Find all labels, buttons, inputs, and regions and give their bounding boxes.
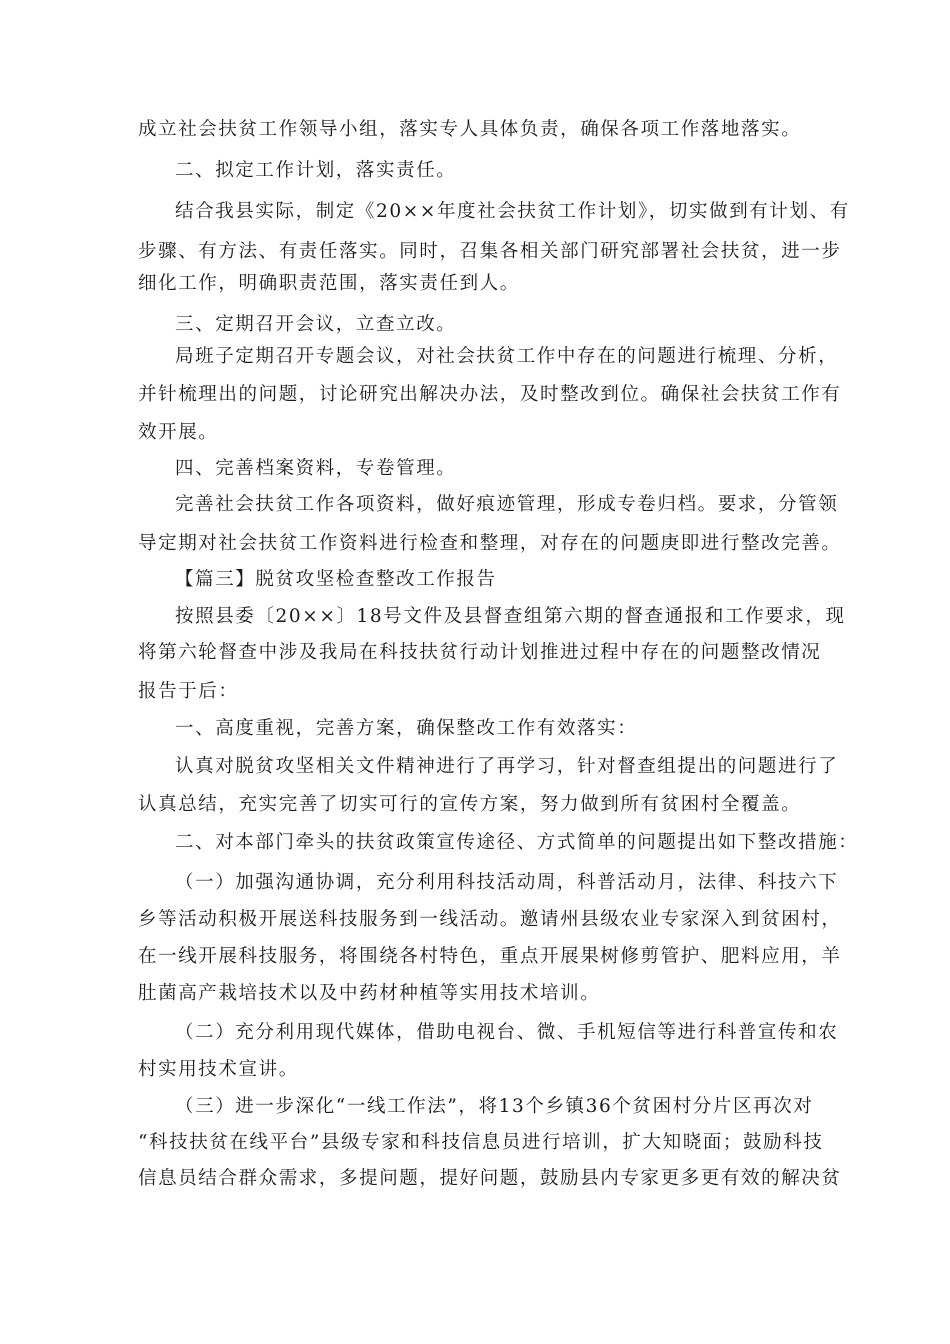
text-line: 信息员结合群众需求，多提问题，提好问题，鼓励县内专家更多更有效的解决贫 (138, 1168, 842, 1189)
text-line: “科技扶贫在线平台”县级专家和科技信息员进行培训，扩大知晓面；鼓励科技 (138, 1132, 824, 1153)
text-line: 效开展。 (138, 422, 219, 443)
section-heading: 二、拟定工作计划，落实责任。 (175, 160, 457, 181)
text-line: （三）进一步深化“一线工作法”，将13个乡镇36个贫困村分片区再次对 (175, 1096, 814, 1117)
text-line: （二）充分利用现代媒体，借助电视台、微、手机短信等进行科普宣传和农 (175, 1022, 839, 1043)
text-line: 导定期对社会扶贫工作资料进行检查和整理，对存在的问题庚即进行整改完善。 (138, 533, 842, 554)
text-line: 成立社会扶贫工作领导小组，落实专人具体负责，确保各项工作落地落实。 (138, 119, 802, 140)
text-line: 步骤、有方法、有责任落实。同时，召集各相关部门研究部署社会扶贫，进一步 (138, 241, 842, 262)
text-line: 肚菌高产栽培技术以及中药材种植等实用技术培训。 (138, 983, 601, 1004)
section-heading: 四、完善档案资料，专卷管理。 (175, 458, 457, 479)
article-title: 【篇三】脱贫攻坚检查整改工作报告 (175, 569, 497, 590)
text-line: 在一线开展科技服务，将围绕各村特色，重点开展果树修剪管护、肥料应用，羊 (138, 946, 842, 967)
section-heading: 一、高度重视，完善方案，确保整改工作有效落实： (175, 718, 638, 739)
text-line: 将第六轮督查中涉及我局在科技扶贫行动计划推进过程中存在的问题整改情况 (138, 642, 822, 663)
text-line: 认真对脱贫攻坚相关文件精神进行了再学习，针对督查组提出的问题进行了 (175, 756, 839, 777)
text-line: 局班子定期召开专题会议，对社会扶贫工作中存在的问题进行梳理、分析， (175, 346, 839, 367)
text-line: （一）加强沟通协调，充分利用科技活动周，科普活动月，法律、科技六下 (175, 872, 839, 893)
text-line: 细化工作，明确职责范围，落实责任到人。 (138, 273, 520, 294)
section-heading: 二、对本部门牵头的扶贫政策宣传途径、方式简单的问题提出如下整改措施： (175, 832, 859, 853)
text-line: 完善社会扶贫工作各项资料，做好痕迹管理，形成专卷归档。要求，分管领 (175, 494, 839, 515)
text-line: 按照县委〔20××〕18号文件及县督查组第六期的督查通报和工作要求，现 (175, 606, 846, 627)
text-line: 认真总结，充实完善了切实可行的宣传方案，努力做到所有贫困村全覆盖。 (138, 794, 802, 815)
text-line: 结合我县实际，制定《20××年度社会扶贫工作计划》，切实做到有计划、有 (175, 201, 850, 222)
text-line: 乡等活动积极开展送科技服务到一线活动。邀请州县级农业专家深入到贫困村， (138, 909, 842, 930)
text-line: 报告于后： (138, 681, 239, 702)
section-heading: 三、定期召开会议，立查立改。 (175, 314, 457, 335)
text-line: 村实用技术宣讲。 (138, 1059, 299, 1080)
text-line: 并针梳理出的问题，讨论研究出解决办法，及时整改到位。确保社会扶贫工作有 (138, 384, 842, 405)
